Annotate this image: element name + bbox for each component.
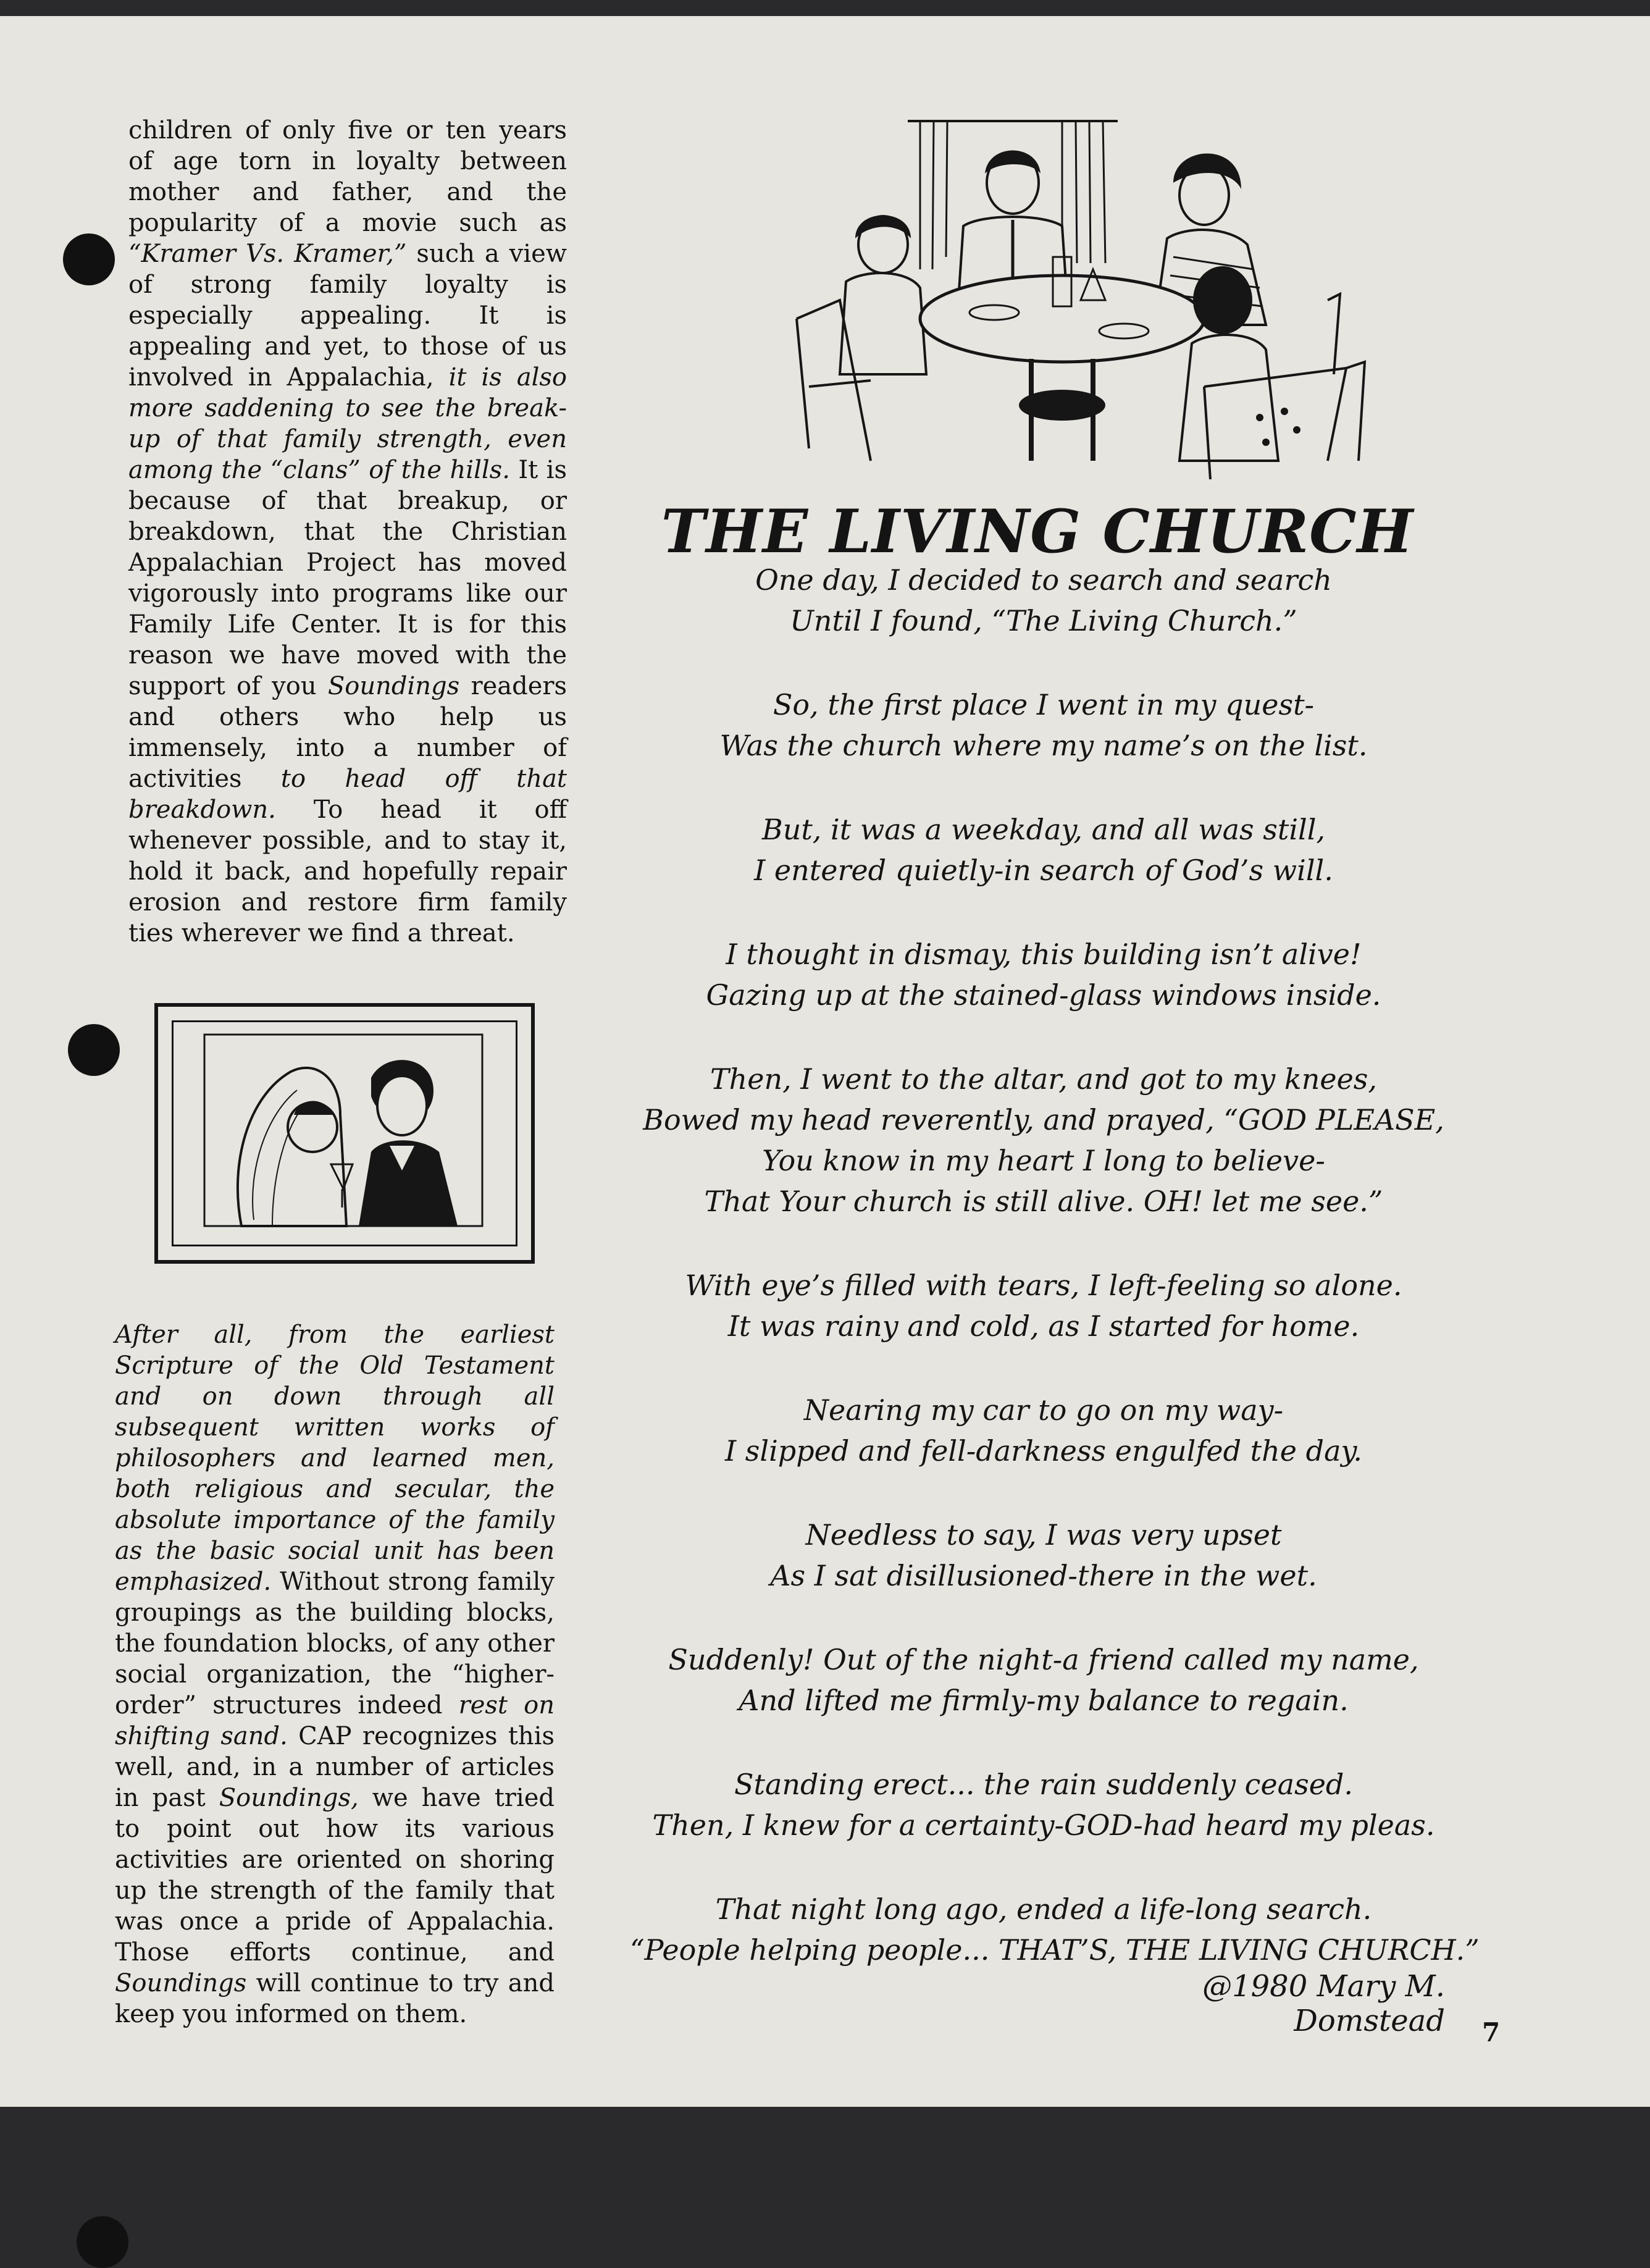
poem-stanza <box>630 560 1457 641</box>
poem-line: Until I found, “The Living Church.” <box>790 604 1297 637</box>
poem-line: You know in my heart I long to believe- <box>762 1144 1325 1177</box>
movie-title: “Kramer Vs. Kramer,” <box>128 240 407 268</box>
poem-line: Standing erect... the rain suddenly ceased. <box>734 1768 1353 1801</box>
publication-name: Soundings, <box>219 1784 359 1812</box>
emphasis-text: After all, from the earliest Scripture of the Old Testament and on down through all subsequent written works of philosophers and learned men, both religious and secular, the absolute importance of the family as the basic social unit has been emphasized. <box>115 1321 555 1596</box>
binder-hole-icon <box>77 2216 128 2268</box>
poem-stanza <box>630 809 1457 891</box>
article-paragraph <box>115 1319 555 2030</box>
text-run: CAP recognizes this well, and, in a number of articles in past <box>115 1722 555 1812</box>
wedding-couple-icon <box>174 1022 512 1241</box>
text-run: readers and others who help us immensely, into a number of activities <box>128 672 567 793</box>
publication-name: Soundings <box>327 672 460 700</box>
emphasis-text: it is also more saddening to see the break-up of that family strength, even among the “clans” of the hills. <box>128 363 567 484</box>
poem-stanza <box>630 1390 1457 1471</box>
text-run: It is because of that breakup, or breakdown, that the Christian Appalachian Project has moved vigorously into programs like our Family Life Center. It is for this reason we have moved with the support of you <box>128 456 567 700</box>
poem-stanza <box>630 1265 1457 1346</box>
page-number: 7 <box>1482 2017 1501 2048</box>
poem-line: With eye’s filled with tears, I left-feeling so alone. <box>685 1269 1402 1302</box>
poem-line: But, it was a weekday, and all was still, <box>761 813 1326 846</box>
family-dinner-illustration <box>772 115 1371 485</box>
poem-line: Then, I went to the altar, and got to my knees, <box>710 1062 1378 1096</box>
illustration-frame <box>172 1020 517 1246</box>
poem-line: And lifted me firmly-my balance to regain. <box>739 1684 1349 1717</box>
text-run: To head it off whenever possible, and to stay it, hold it back, and hopefully repair erosion and restore firm family ties wherever we find a threat. <box>128 796 567 947</box>
text-run: we have tried to point out how its various activities are oriented on shoring up the strength of the family that was once a pride of Appalachia. Those efforts continue, and <box>115 1784 555 1967</box>
poem-line: That Your church is still alive. OH! let me see.” <box>704 1185 1383 1218</box>
emphasis-text: to head off that breakdown. <box>128 765 567 824</box>
poem-signature: @1980 Mary M. Domstead <box>1202 1969 1445 2038</box>
poem-line: Suddenly! Out of the night-a friend called my name, <box>668 1643 1419 1676</box>
poem-stanza <box>630 684 1457 766</box>
poem-line: I entered quietly-in search of God’s will. <box>754 854 1333 887</box>
wedding-couple-illustration <box>154 1003 535 1264</box>
poem-body <box>630 560 1480 2014</box>
poem-line: Then, I knew for a certainty-GOD-had heard my pleas. <box>652 1808 1435 1842</box>
poem-stanza <box>630 1639 1457 1721</box>
binder-hole-icon <box>68 1024 120 1076</box>
poem-stanza <box>630 1764 1457 1846</box>
poem-line: Bowed my head reverently, and prayed, “GOD PLEASE, <box>643 1103 1444 1136</box>
binder-hole-icon <box>63 233 115 285</box>
poem-line: Nearing my car to go on my way- <box>803 1393 1284 1427</box>
poem-line: One day, I decided to search and search <box>755 563 1332 597</box>
poem-line: I thought in dismay, this building isn’t alive! <box>726 938 1362 971</box>
poem-line: Was the church where my name’s on the list. <box>719 729 1368 762</box>
poem-stanza <box>630 1514 1457 1596</box>
publication-name: Soundings <box>115 1969 247 1997</box>
text-run: children of only five or ten years of age torn in loyalty between mother and father, and the popularity of a movie such as <box>128 116 567 237</box>
document-page <box>0 16 1650 2107</box>
poem-line: So, the first place I went in my quest- <box>773 688 1315 721</box>
article-text-bottom <box>115 1319 555 2030</box>
text-run: will continue to try and keep you informed on them. <box>115 1969 555 2028</box>
article-paragraph <box>128 115 567 949</box>
poem-stanza <box>630 1889 1480 1970</box>
poem-line: Gazing up at the stained-glass windows inside. <box>706 978 1381 1012</box>
poem-line: I slipped and fell-darkness engulfed the day. <box>724 1434 1363 1468</box>
article-text-top <box>128 115 567 949</box>
poem-stanza <box>630 1059 1457 1222</box>
poem-stanza <box>630 934 1457 1015</box>
poem-title: THE LIVING CHURCH <box>661 497 1414 566</box>
poem-line: It was rainy and cold, as I started for home. <box>727 1309 1360 1343</box>
emphasis-text: rest on shifting sand. <box>115 1691 555 1750</box>
family-dinner-icon <box>772 115 1371 485</box>
poem-line: “People helping people... THAT’S, THE LIVING CHURCH.” <box>630 1933 1480 1967</box>
poem-line: Needless to say, I was very upset <box>805 1518 1282 1552</box>
poem-line: As I sat disillusioned-there in the wet. <box>770 1559 1317 1592</box>
poem-line: That night long ago, ended a life-long search. <box>715 1892 1372 1926</box>
text-run: such a view of strong family loyalty is especially appealing. It is appealing and yet, to those of us involved in Appalachia, <box>128 240 567 392</box>
text-run: Without strong family groupings as the building blocks, the foundation blocks, of any other social organization, the “higher-order” structures indeed <box>115 1568 555 1720</box>
